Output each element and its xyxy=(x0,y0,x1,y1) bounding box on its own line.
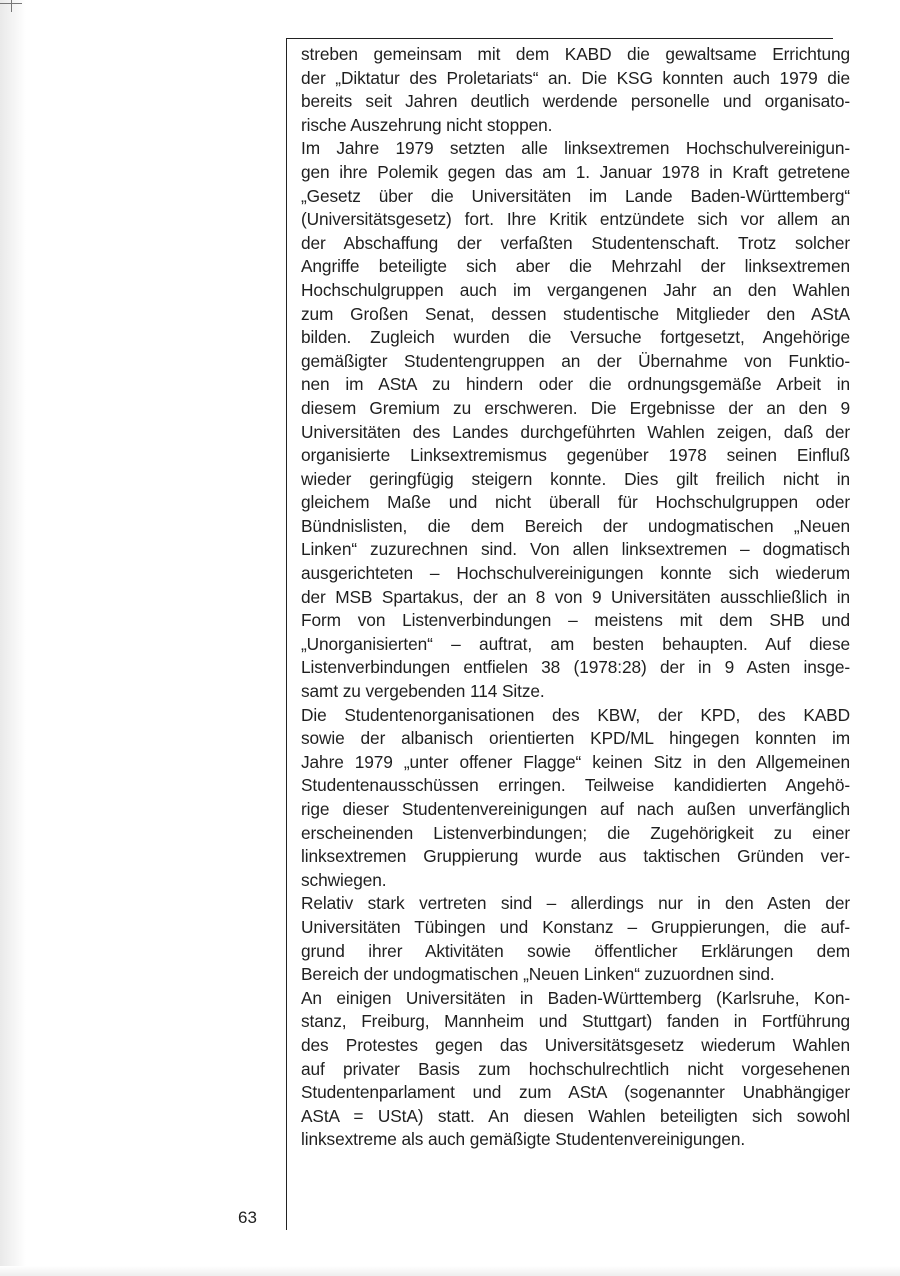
text-line: An einigen Universitäten in Baden-Württemberg (Karlsruhe, Kon- xyxy=(301,987,850,1008)
page-bottom-edge xyxy=(0,1266,900,1276)
text-line: des Protestes gegen das Universitätsgesetz wiederum Wahlen xyxy=(301,1034,850,1055)
text-line: Die Studentenorganisationen des KBW, der KPD, des KABD xyxy=(301,704,850,725)
text-line: Bündnislisten, die dem Bereich der undogmatischen „Neuen xyxy=(301,515,850,536)
article-text-column xyxy=(301,43,850,1152)
text-line: Relativ stark vertreten sind – allerdings nur in den Asten der xyxy=(301,893,850,914)
text-line: Hochschulgruppen auch im vergangenen Jahr an den Wahlen xyxy=(301,279,850,300)
text-line: auf privater Basis zum hochschulrechtlich nicht vorgesehenen xyxy=(301,1058,850,1079)
text-line: Bereich der undogmatischen „Neuen Linken“ zuzuordnen sind. xyxy=(301,964,775,985)
text-line: rige dieser Studentenvereinigungen auf nach außen unverfänglich xyxy=(301,799,850,819)
text-line: schwiegen. xyxy=(301,869,387,890)
text-line: Im Jahre 1979 setzten alle linksextremen Hochschulvereinigun- xyxy=(301,138,850,159)
text-line: stanz, Freiburg, Mannheim und Stuttgart) fanden in Fortführung xyxy=(301,1011,850,1032)
text-line: linksextreme als auch gemäßigte Studentenvereinigungen. xyxy=(301,1129,746,1150)
text-line: wieder geringfügig steigern konnte. Dies gilt freilich nicht in xyxy=(301,468,850,489)
column-top-rule xyxy=(286,38,833,39)
text-line: bereits seit Jahren deutlich werdende personelle und organisato- xyxy=(301,91,850,112)
text-line: „Unorganisierten“ – auftrat, am besten behaupten. Auf diese xyxy=(301,633,850,654)
text-line: linksextremen Gruppierung wurde aus taktischen Gründen ver- xyxy=(301,846,850,867)
text-line: der „Diktatur des Proletariats“ an. Die KSG konnten auch 1979 die xyxy=(301,67,850,88)
text-line: streben gemeinsam mit dem KABD die gewaltsame Errichtung xyxy=(301,44,850,64)
text-line: erscheinenden Listenverbindungen; die Zugehörigkeit zu einer xyxy=(301,822,850,843)
text-line: AStA = UStA) statt. An diesen Wahlen beteiligten sich sowohl xyxy=(301,1105,850,1126)
paragraph xyxy=(301,704,850,893)
paragraph xyxy=(301,43,850,137)
paragraph xyxy=(301,137,850,703)
text-line: zum Großen Senat, dessen studentische Mitglieder den AStA xyxy=(301,303,850,324)
page-left-edge-shadow xyxy=(0,0,26,1276)
text-line: samt zu vergebenden 114 Sitze. xyxy=(301,681,545,702)
column-left-rule xyxy=(286,38,287,1230)
text-line: Linken“ zuzurechnen sind. Von allen linksextremen – dogmatisch xyxy=(301,539,850,560)
text-line: Studentenparlament und zum AStA (sogenannter Unabhängiger xyxy=(301,1082,850,1103)
text-line: gen ihre Polemik gegen das am 1. Januar 1978 in Kraft getretene xyxy=(301,161,850,182)
text-line: Form von Listenverbindungen – meistens mit dem SHB und xyxy=(301,610,850,631)
text-line: organisierte Linksextremismus gegenüber 1978 seinen Einfluß xyxy=(301,445,850,466)
text-line: bilden. Zugleich wurden die Versuche fortgesetzt, Angehörige xyxy=(301,327,850,348)
paragraph xyxy=(301,892,850,986)
text-line: „Gesetz über die Universitäten im Lande Baden-Württemberg“ xyxy=(301,185,850,206)
text-line: Universitäten des Landes durchgeführten Wahlen zeigen, daß der xyxy=(301,421,850,442)
text-line: nen im AStA zu hindern oder die ordnungsgemäße Arbeit in xyxy=(301,374,850,395)
crop-mark-vertical xyxy=(11,0,12,12)
text-line: sowie der albanisch orientierten KPD/ML hingegen konnten im xyxy=(301,728,850,749)
text-line: der Abschaffung der verfaßten Studentenschaft. Trotz solcher xyxy=(301,232,850,253)
text-line: Jahre 1979 „unter offener Flagge“ keinen Sitz in den Allgemeinen xyxy=(301,751,850,772)
text-line: rische Auszehrung nicht stoppen. xyxy=(301,114,553,135)
text-line: Listenverbindungen entfielen 38 (1978:28) der in 9 Asten insge- xyxy=(301,657,850,678)
text-line: der MSB Spartakus, der an 8 von 9 Universitäten ausschließlich in xyxy=(301,586,850,607)
text-line: grund ihrer Aktivitäten sowie öffentlicher Erklärungen dem xyxy=(301,940,850,961)
text-line: ausgerichteten – Hochschulvereinigungen konnte sich wiederum xyxy=(301,563,850,584)
page-number: 63 xyxy=(238,1208,257,1227)
text-line: Universitäten Tübingen und Konstanz – Gruppierungen, die auf- xyxy=(301,916,850,937)
text-line: Studentenausschüssen erringen. Teilweise kandidierten Angehö- xyxy=(301,775,850,796)
text-line: (Universitätsgesetz) fort. Ihre Kritik entzündete sich vor allem an xyxy=(301,209,850,230)
text-line: Angriffe beteiligte sich aber die Mehrzahl der linksextremen xyxy=(301,256,850,277)
text-line: diesem Gremium zu erschweren. Die Ergebnisse der an den 9 xyxy=(301,397,850,418)
text-line: gleichem Maße und nicht überall für Hochschulgruppen oder xyxy=(301,492,850,513)
text-line: gemäßigter Studentengruppen an der Übernahme von Funktio- xyxy=(301,350,850,371)
paragraph xyxy=(301,987,850,1152)
